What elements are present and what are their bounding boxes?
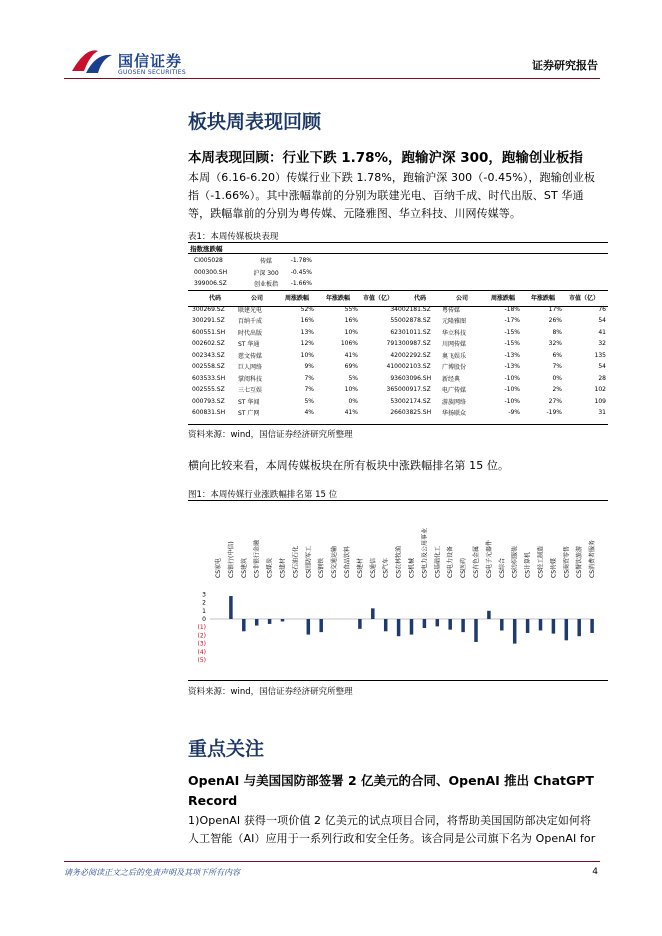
table-cell: 游族网络 <box>442 398 467 406</box>
table-cell: 54 <box>598 317 606 325</box>
table-cell: 电广传媒 <box>442 387 467 395</box>
table-cell: 41% <box>344 409 358 417</box>
table-row <box>192 384 606 396</box>
table-cell: 10% <box>344 328 358 336</box>
y-tick-label: 0 <box>202 616 206 623</box>
bar <box>436 619 440 626</box>
bar <box>448 619 452 630</box>
subtitle-line: OpenAI 与美国国防部签署 2 亿美元的合同、OpenAI 推出 ChatGPT <box>188 773 594 788</box>
table-header-row: 代码 公司 周涨跌幅 年涨跌幅 市值（亿） 代码 公司 周涨跌幅 年涨跌幅 市值（亿） <box>208 295 599 303</box>
table-cell: -13% <box>504 351 520 359</box>
table-cell: -17% <box>504 317 520 325</box>
table-bottom-rule <box>188 424 608 425</box>
table-cell: 新经典 <box>442 375 461 383</box>
bar <box>565 619 569 640</box>
bar <box>307 619 311 635</box>
table-cell: 002878.SZ <box>398 317 431 325</box>
table-cell: 27% <box>548 397 562 405</box>
table-cell: 7% <box>552 363 562 371</box>
table-cell: 791 <box>386 340 398 348</box>
table-cell: 16% <box>300 317 314 325</box>
section-title-weekly-review: 板块周表现回顾 <box>188 111 322 133</box>
table-row <box>192 350 606 362</box>
subtitle-line: Record <box>188 793 238 808</box>
bar <box>268 619 272 624</box>
table-row <box>192 327 606 339</box>
table-cell: -19% <box>546 409 562 417</box>
table-cell: 002343.SZ <box>192 351 225 359</box>
x-tick-label: CS传媒 <box>550 558 558 578</box>
x-tick-label: CS基础化工 <box>434 546 442 578</box>
y-tick-label: (5) <box>197 657 206 664</box>
table-cell: 华立科技 <box>442 329 467 337</box>
guosen-logo-icon <box>68 45 116 75</box>
x-tick-label: CS国防军工 <box>305 546 313 578</box>
bar <box>371 608 375 619</box>
table-cell: 5% <box>348 374 358 382</box>
bar <box>384 619 388 631</box>
x-tick-label: CS交通运输 <box>331 546 339 578</box>
table-row <box>192 361 606 373</box>
bar <box>229 596 233 619</box>
bar <box>513 619 517 644</box>
table-cell: 000917.SZ <box>398 386 431 394</box>
logo-text-cn: 国信证券 <box>118 52 183 70</box>
table-row <box>192 407 606 419</box>
table-cell: 55 <box>390 317 398 325</box>
table-cell: 川网传媒 <box>442 341 467 349</box>
bar <box>474 619 478 642</box>
table-cell: -10% <box>504 397 520 405</box>
x-tick-label: CS石油石化 <box>292 546 300 578</box>
x-tick-label: CS煤炭 <box>266 558 274 578</box>
table-cell: 41 <box>598 328 606 336</box>
table-cell: 300291.SZ <box>192 317 225 325</box>
table-cell: 6% <box>552 351 562 359</box>
table-cell: 410 <box>386 363 398 371</box>
x-tick-label: CS机械 <box>408 558 416 578</box>
figure-top-rule <box>188 500 608 501</box>
x-tick-label: CS消费者服务 <box>589 540 597 578</box>
table-cell: 0% <box>348 397 358 405</box>
table-cell: 10% <box>344 386 358 394</box>
table-row: CI005028 传媒 -1.78% <box>194 257 312 266</box>
table-cell: 32 <box>598 340 606 348</box>
table-cell: 7% <box>304 386 314 394</box>
table-cell: 135 <box>594 351 606 359</box>
bar <box>281 619 285 621</box>
para-line: 本周（6.16-6.20）传媒行业下跌 1.78%，跑输沪深 300（-0.45%），跑输创业板 <box>188 171 596 184</box>
x-tick-label: CS综合 <box>498 558 506 578</box>
table-cell: 5% <box>304 397 314 405</box>
table-cell: 广博股份 <box>442 364 467 372</box>
table-cell: 8% <box>552 328 562 336</box>
bar <box>590 619 594 633</box>
figure-bottom-rule <box>188 680 608 681</box>
focus-paragraph <box>188 812 608 848</box>
table-top-rule <box>188 242 608 243</box>
table-cell: 百纳千成 <box>238 318 263 326</box>
table-cell: 55% <box>344 305 358 313</box>
table-cell: 42 <box>390 351 398 359</box>
index-rule <box>188 253 608 254</box>
table-caption: 表1：本周传媒板块表现 <box>188 232 279 242</box>
para-line: 1)OpenAI 获得一项价值 2 亿美元的试点项目合同，将帮助美国国防部决定如何将 <box>188 814 592 827</box>
table-cell: 掌阅科技 <box>238 375 263 383</box>
weekly-review-paragraph <box>188 169 608 223</box>
table-cell: -13% <box>504 363 520 371</box>
bar <box>319 619 323 632</box>
x-tick-label: CS有色金属 <box>473 546 480 578</box>
logo-text-en: GUOSEN SECURITIES <box>118 69 187 76</box>
table-cell: 106% <box>340 340 358 348</box>
table-cell: 26 <box>390 409 398 417</box>
table-cell: 603825.SH <box>398 409 432 417</box>
x-tick-label: CS非银行金融 <box>253 540 261 578</box>
y-tick-label: (1) <box>197 624 206 632</box>
table-cell: 4% <box>304 409 314 417</box>
table-cell: 28 <box>598 374 606 382</box>
x-tick-label: CS电子元器件 <box>485 540 493 578</box>
bar <box>255 619 259 626</box>
index-header: 指数涨跌幅 <box>190 245 223 253</box>
industry-ranking-chart <box>188 502 608 678</box>
bar <box>526 619 530 633</box>
table-cell: 奥飞娱乐 <box>442 352 467 360</box>
y-tick-label: (3) <box>197 640 206 648</box>
table-cell: 600551.SH <box>192 328 226 336</box>
table-cell: 0% <box>552 374 562 382</box>
table-cell: 69% <box>344 363 358 371</box>
table-row <box>192 373 606 385</box>
table-cell: 002558.SZ <box>192 363 225 371</box>
weekly-review-subtitle: 本周表现回顾：行业下跌 1.78%，跑输沪深 300，跑输创业板指 <box>188 150 583 166</box>
footer-disclaimer: 请务必阅读正文之后的免责声明及其项下所有内容 <box>64 868 240 877</box>
x-tick-label: CS电力设备 <box>447 546 455 578</box>
table-row <box>192 396 606 408</box>
table-cell: 76 <box>598 305 606 313</box>
table-cell: -18% <box>504 305 520 313</box>
bar <box>539 619 543 630</box>
table-cell: 002602.SZ <box>192 340 225 348</box>
x-tick-label: CS商贸零售 <box>563 546 571 578</box>
table-cell: 54 <box>598 363 606 371</box>
table-cell: 巨人网络 <box>238 364 263 372</box>
table-cell: 联建光电 <box>238 306 263 314</box>
table-cell: ST 广网 <box>238 410 260 418</box>
para-line: 人工智能（AI）应用于一系列行政和安全任务。该合同是公司旗下名为 OpenAI for <box>188 832 596 845</box>
table-cell: 17% <box>548 305 562 313</box>
report-type: 证券研究报告 <box>532 59 598 72</box>
table-cell: ST 华通 <box>238 341 260 349</box>
bar <box>242 619 246 631</box>
table-cell: 002174.SZ <box>398 397 431 405</box>
table-cell: 41% <box>344 351 358 359</box>
table-cell: 9% <box>304 363 314 371</box>
table-cell: 600831.SH <box>192 409 226 417</box>
para-line: 等，跌幅靠前的分别为粤传媒、元隆雅图、华立科技、川网传媒等。 <box>188 207 521 220</box>
table-cell: 粤传媒 <box>442 306 461 314</box>
y-tick-label: (4) <box>197 648 206 656</box>
para-line: 指（-1.66%）。其中涨幅靠前的分别为联建光电、百纳千成、时代出版、ST 华通 <box>188 189 584 202</box>
table-cell: 603096.SH <box>398 374 432 382</box>
bar <box>410 619 414 635</box>
table-row <box>192 338 606 350</box>
x-tick-label: CS家电 <box>215 558 222 578</box>
section-title-focus: 重点关注 <box>188 738 265 760</box>
x-tick-label: CS农林牧渔 <box>395 546 403 578</box>
bar <box>461 619 465 632</box>
table-row: 000300.SH 沪深 300 -0.45% <box>194 268 312 277</box>
table-cell: 301011.SZ <box>398 328 431 336</box>
table-cell: 31 <box>598 409 606 417</box>
bar <box>552 619 556 634</box>
table-cell: 32% <box>548 340 562 348</box>
table-cell: 34 <box>390 305 398 313</box>
x-tick-label: CS银行(中信) <box>227 541 235 578</box>
table-source: 资料来源：wind，国信证券经济研究所整理 <box>188 430 353 440</box>
x-tick-label: CS汽车 <box>382 558 390 578</box>
table-cell: 002181.SZ <box>398 305 431 313</box>
table-cell: 52% <box>300 305 314 313</box>
x-tick-label: CS纺织服装 <box>511 546 519 578</box>
bar <box>397 619 401 636</box>
table-row: 399006.SZ 创业板指 -1.66% <box>194 280 312 289</box>
bar <box>487 611 491 619</box>
table-cell: 365 <box>386 386 398 394</box>
table-cell: 13% <box>300 328 314 336</box>
bar <box>500 619 504 630</box>
x-tick-label: CS轻工制造 <box>537 546 545 578</box>
figure-caption: 图1：本周传媒行业涨跌幅排名第 15 位 <box>188 490 338 500</box>
table-cell: 三七互娱 <box>238 387 263 395</box>
table-cell: 53 <box>390 397 398 405</box>
table-cell: -10% <box>504 386 520 394</box>
table-cell: 300269.SZ <box>192 305 225 313</box>
x-tick-label: CS建筑 <box>240 558 248 578</box>
table-cell: 7% <box>304 374 314 382</box>
table-cell: 002292.SZ <box>398 351 431 359</box>
table-cell: 华扬联众 <box>442 410 467 418</box>
x-tick-label: CS餐饮旅游 <box>576 546 584 578</box>
y-tick-label: 3 <box>202 591 206 599</box>
x-tick-label: CS医药 <box>460 558 468 578</box>
x-tick-label: CS建材 <box>356 558 364 578</box>
table-cell: 元隆雅图 <box>442 318 467 326</box>
bar <box>423 619 427 628</box>
x-tick-label: CS建材 <box>279 558 287 578</box>
index-table <box>194 255 312 290</box>
table-cell: 300987.SZ <box>398 340 431 348</box>
footer-divider <box>64 861 600 862</box>
table-cell: 10% <box>300 351 314 359</box>
table-cell: -15% <box>504 328 520 336</box>
table-cell: 慈文传媒 <box>238 352 263 360</box>
stock-table-rule <box>188 290 608 291</box>
bar <box>577 619 581 636</box>
table-header-rule <box>188 306 608 307</box>
x-tick-label: CS食品饮料 <box>344 546 351 578</box>
y-tick-label: 2 <box>202 599 206 607</box>
stock-performance-table <box>192 292 606 419</box>
table-cell: 时代出版 <box>238 329 263 337</box>
y-tick-label: 1 <box>202 607 206 615</box>
table-cell: -10% <box>504 374 520 382</box>
table-cell: 002103.SZ <box>398 363 431 371</box>
table-cell: 12% <box>300 340 314 348</box>
ranking-paragraph: 横向比较来看，本周传媒板块在所有板块中涨跌幅排名第 15 位。 <box>188 459 510 472</box>
table-cell: 2% <box>552 386 562 394</box>
x-tick-label: CS通信 <box>369 558 377 578</box>
table-cell: ST 华闻 <box>238 398 260 406</box>
header-divider <box>64 78 600 79</box>
table-cell: 62 <box>390 328 398 336</box>
bar <box>358 619 362 629</box>
table-cell: 002555.SZ <box>192 386 225 394</box>
table-cell: 109 <box>594 397 606 405</box>
table-cell: -15% <box>504 340 520 348</box>
table-cell: 102 <box>594 386 606 394</box>
x-tick-label: CS钢铁 <box>318 558 326 578</box>
page-number: 4 <box>592 867 598 877</box>
y-tick-label: (2) <box>197 632 206 640</box>
table-cell: 16% <box>344 317 358 325</box>
table-cell: 000793.SZ <box>192 397 225 405</box>
table-cell: 93 <box>390 374 398 382</box>
figure-source: 资料来源：wind，国信证券经济研究所整理 <box>188 687 353 697</box>
table-cell: 26% <box>548 317 562 325</box>
x-tick-label: CS电力及公用事业 <box>421 528 429 578</box>
x-tick-label: CS计算机 <box>524 552 532 578</box>
focus-subtitle <box>188 771 608 811</box>
table-cell: 603533.SH <box>192 374 226 382</box>
table-cell: -9% <box>508 409 520 417</box>
table-row <box>192 315 606 327</box>
